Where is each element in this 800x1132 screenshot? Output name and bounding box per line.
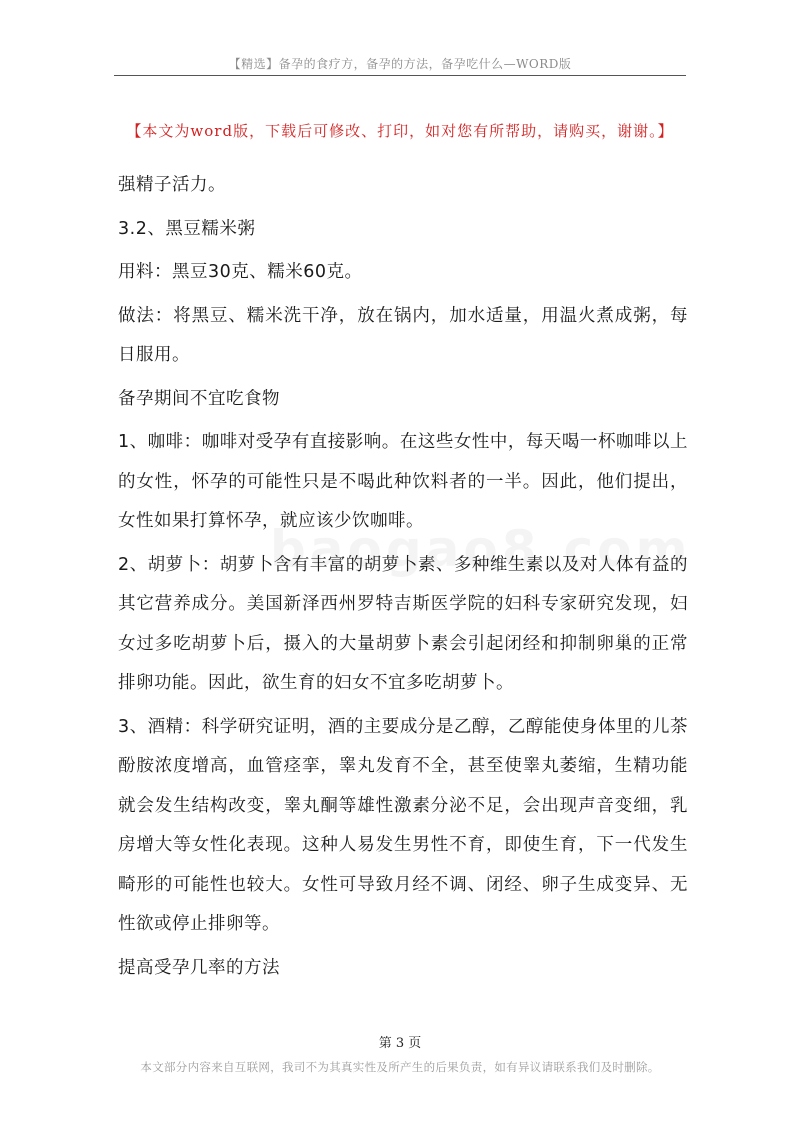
paragraph: 做法：将黑豆、糯米洗干净，放在锅内，加水适量，用温火煮成粥，每日服用。 — [118, 305, 688, 365]
page-footer: 本文部分内容来自互联网，我司不为其真实性及所产生的后果负责，如有异议请联系我们及时删除。 — [140, 1060, 660, 1074]
header-divider — [114, 75, 686, 76]
paragraph: 3、酒精：科学研究证明，酒的主要成分是乙醇，乙醇能使身体里的儿茶酚胺浓度增高，血管痉挛，睾丸发育不全，甚至使睾丸萎缩，生精功能就会发生结构改变，睾丸酮等雄性激素分泌不足，会出现声音变细，乳房增大等女性化表现。这种人易发生男性不育，即使生育，下一代发生畸形的可能性也较大。女性可导致月经不调、闭经、卵子生成变异、无性欲或停止排卵等。 — [118, 716, 688, 934]
paragraph: 2、胡萝卜：胡萝卜含有丰富的胡萝卜素、多种维生素以及对人体有益的其它营养成分。美国新泽西州罗特吉斯医学院的妇科专家研究发现，妇女过多吃胡萝卜后，摄入的大量胡萝卜素会引起闭经和抑制卵巢的正常排卵功能。因此，欲生育的妇女不宜多吃胡萝卜。 — [118, 554, 688, 693]
paragraph: 1、咖啡：咖啡对受孕有直接影响。在这些女性中，每天喝一杯咖啡以上的女性，怀孕的可能性只是不喝此种饮料者的一半。因此，他们提出，女性如果打算怀孕，就应该少饮咖啡。 — [118, 432, 688, 531]
section-heading: 提高受孕几率的方法 — [118, 957, 280, 978]
paragraph: 用料：黑豆30克、糯米60克。 — [118, 262, 363, 282]
section-heading: 备孕期间不宜吃食物 — [118, 388, 280, 409]
download-notice: 【本文为word版，下载后可修改、打印，如对您有所帮助，请购买，谢谢。】 — [126, 122, 674, 140]
paragraph: 强精子活力。 — [118, 175, 226, 195]
section-heading: 3.2、黑豆糯米粥 — [118, 218, 256, 239]
document-body — [118, 166, 688, 992]
page-header: 【精选】备孕的食疗方，备孕的方法，备孕吃什么—WORD版 — [228, 57, 572, 71]
page-number: 第 3 页 — [378, 1036, 422, 1051]
